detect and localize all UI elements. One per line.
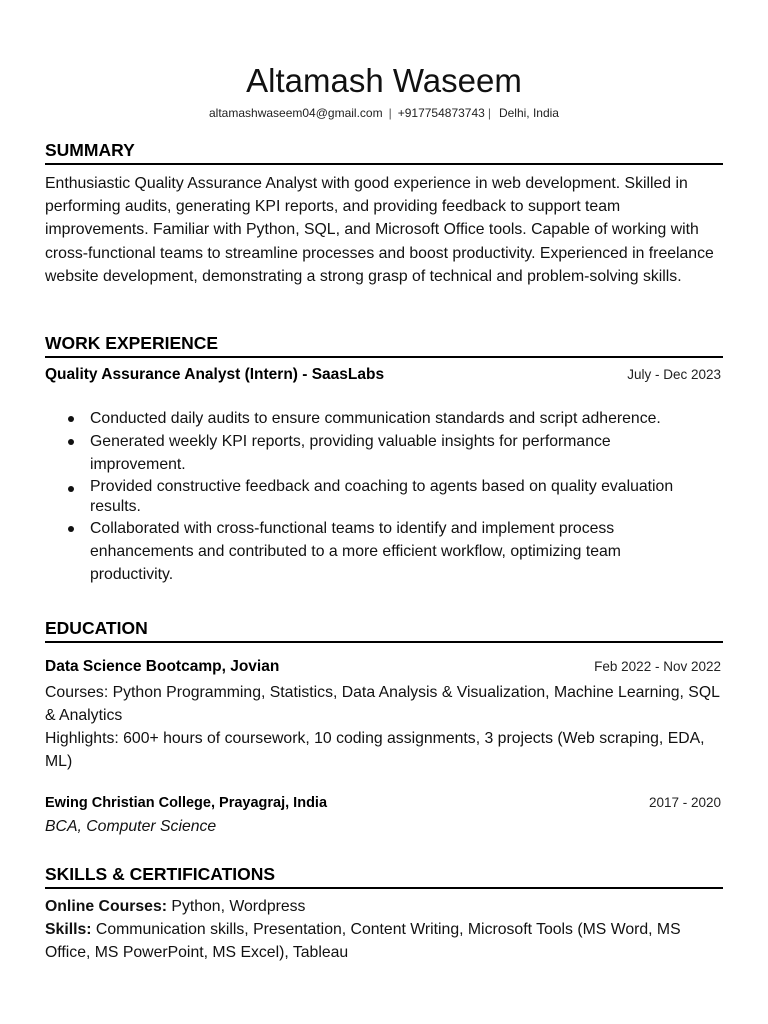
online-courses-line	[45, 895, 723, 918]
skills-line	[45, 918, 723, 964]
summary-text: Enthusiastic Quality Assurance Analyst with good experience in web development. Skilled in performing audits, generating KPI reports, and providing feedback to support team improvements. Familiar with Python, SQL, and Microsoft Office tools. Capable of working with cross-functional teams to streamline processes and boost productivity. Experienced in freelance website development, demonstrating a strong grasp of technical and problem-solving skills.	[45, 175, 714, 285]
skills-heading: SKILLS & CERTIFICATIONS	[45, 863, 723, 889]
list-item	[45, 430, 695, 476]
email-text: altamashwaseem04@gmail.com	[209, 106, 383, 120]
bullet-text: Generated weekly KPI reports, providing valuable insights for performance improvement.	[90, 433, 611, 474]
work-experience-heading: WORK EXPERIENCE	[45, 332, 723, 358]
bullet-icon	[68, 439, 74, 445]
education-header	[45, 658, 721, 676]
phone-text: +917754873743	[397, 106, 485, 120]
bullet-text: Provided constructive feedback and coaching to agents based on quality evaluation results.	[90, 477, 674, 515]
separator: |	[388, 106, 392, 120]
school-name: Ewing Christian College, Prayagraj, India	[45, 795, 328, 811]
skills-value: Communication skills, Presentation, Content Writing, Microsoft Tools (MS Word, MS Office, MS PowerPoint, MS Excel), Tableau	[45, 921, 681, 962]
list-item	[45, 477, 695, 517]
education-heading: EDUCATION	[45, 617, 723, 643]
list-item	[45, 407, 695, 430]
education-dates: Feb 2022 - Nov 2022	[594, 659, 721, 674]
job-header	[45, 366, 721, 384]
school-name: Data Science Bootcamp, Jovian	[45, 658, 280, 675]
courses-text: Courses: Python Programming, Statistics, Data Analysis & Visualization, Machine Learning, SQL & Analytics	[45, 684, 720, 725]
bullet-icon	[68, 486, 74, 492]
bullet-text: Collaborated with cross-functional teams to identify and implement process enhancements and contributed to a more efficient workflow, optimizing team productivity.	[90, 519, 621, 584]
job-title: Quality Assurance Analyst (Intern) - SaasLabs	[45, 366, 385, 383]
education-header	[45, 795, 721, 811]
highlights-text: Highlights: 600+ hours of coursework, 10 coding assignments, 3 projects (Web scraping, EDA, ML)	[45, 730, 705, 771]
job-dates: July - Dec 2023	[627, 367, 721, 382]
location-text: Delhi, India	[498, 106, 559, 120]
summary-heading: SUMMARY	[45, 139, 723, 165]
bullet-icon	[68, 416, 74, 422]
online-courses-label: Online Courses:	[45, 898, 168, 915]
list-item	[45, 517, 695, 587]
online-courses-value: Python, Wordpress	[167, 898, 306, 915]
contact-line	[45, 105, 723, 121]
bullet-text: Conducted daily audits to ensure communication standards and script adherence.	[90, 410, 661, 427]
bullet-icon	[68, 526, 74, 532]
separator: |	[487, 106, 491, 120]
job-bullet-list	[45, 407, 695, 586]
degree-text: BCA, Computer Science	[45, 818, 217, 835]
candidate-name: Altamash Waseem	[246, 62, 522, 99]
skills-label: Skills:	[45, 921, 92, 938]
education-dates: 2017 - 2020	[648, 795, 721, 810]
